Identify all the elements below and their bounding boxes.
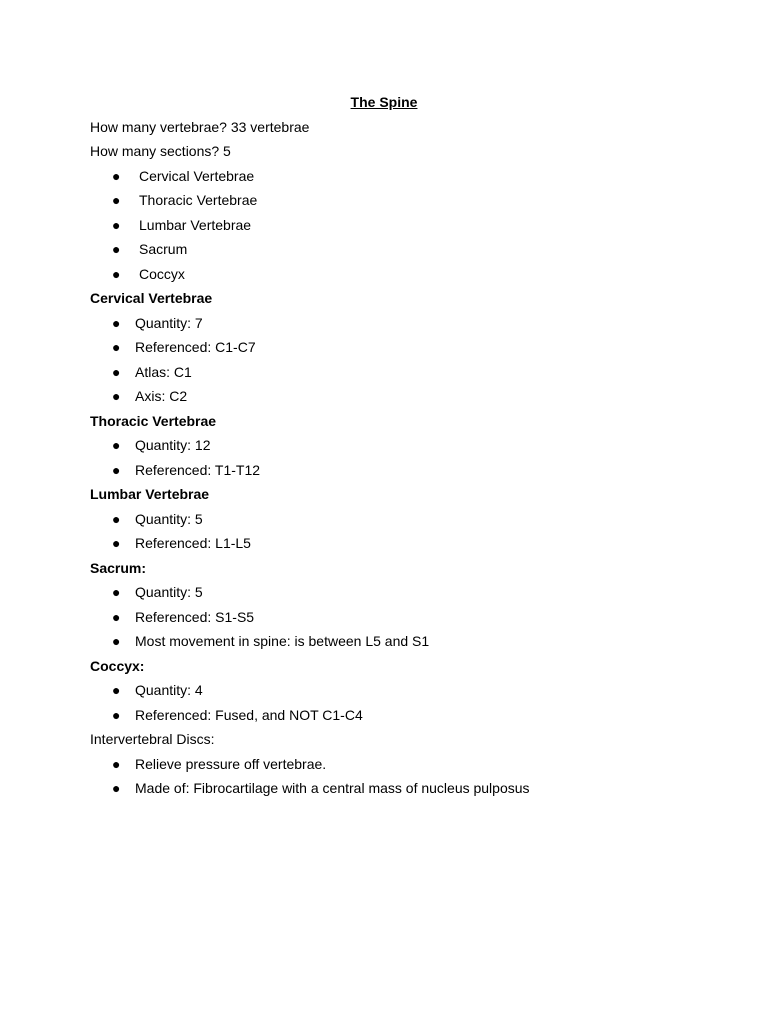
bullet-icon: ● <box>112 437 121 453</box>
section-label: Thoracic Vertebrae <box>139 192 258 208</box>
discs-list <box>90 752 690 801</box>
list-item <box>90 164 690 189</box>
bullet-icon: ● <box>112 363 121 380</box>
list-item <box>90 752 690 777</box>
bullet-icon: ● <box>112 535 121 551</box>
cervical-item: Axis: C2 <box>135 388 188 404</box>
sacrum-heading: Sacrum: <box>90 559 147 576</box>
list-item <box>90 360 690 385</box>
cervical-heading: Cervical Vertebrae <box>90 290 213 306</box>
bullet-icon: ● <box>112 510 121 527</box>
bullet-icon: ● <box>112 388 121 404</box>
bullet-icon: ● <box>112 780 121 796</box>
bullet-icon: ● <box>112 682 121 698</box>
bullet-icon: ● <box>112 216 121 233</box>
discs-item: Made of: Fibrocartilage with a central mass of nucleus pulposus <box>135 780 530 796</box>
cervical-item: Atlas: C1 <box>135 363 192 380</box>
bullet-icon: ● <box>112 192 121 208</box>
list-item <box>90 507 690 532</box>
list-item <box>90 237 690 262</box>
bullet-icon: ● <box>112 167 121 184</box>
coccyx-item: Quantity: 4 <box>135 682 203 698</box>
bullet-icon: ● <box>112 608 121 625</box>
list-item <box>90 458 690 483</box>
sections-question: How many sections? 5 <box>90 143 231 159</box>
section-label: Coccyx <box>139 265 185 282</box>
list-item <box>90 629 690 654</box>
lumbar-item: Quantity: 5 <box>135 510 203 527</box>
discs-heading: Intervertebral Discs: <box>90 731 215 747</box>
list-item <box>90 605 690 630</box>
list-item <box>90 213 690 238</box>
list-item <box>90 678 690 703</box>
bullet-icon: ● <box>112 706 121 723</box>
list-item <box>90 580 690 605</box>
vertebrae-question: How many vertebrae? 33 vertebrae <box>90 118 310 135</box>
cervical-item: Quantity: 7 <box>135 314 203 331</box>
cervical-list <box>90 311 690 409</box>
list-item <box>90 531 690 556</box>
lumbar-list <box>90 507 690 556</box>
sacrum-item: Most movement in spine: is between L5 and S1 <box>135 633 430 649</box>
bullet-icon: ● <box>112 314 121 331</box>
document-content <box>90 90 690 801</box>
thoracic-item: Referenced: T1-T12 <box>135 461 261 478</box>
sections-list <box>90 164 690 287</box>
thoracic-heading: Thoracic Vertebrae <box>90 412 217 429</box>
page-title: The Spine <box>350 94 418 110</box>
sacrum-list <box>90 580 690 654</box>
bullet-icon: ● <box>112 241 121 257</box>
list-item <box>90 311 690 336</box>
lumbar-heading: Lumbar Vertebrae <box>90 486 210 502</box>
section-label: Lumbar Vertebrae <box>139 216 252 233</box>
coccyx-list <box>90 678 690 727</box>
bullet-icon: ● <box>112 265 121 282</box>
lumbar-item: Referenced: L1-L5 <box>135 535 251 551</box>
coccyx-heading: Coccyx: <box>90 657 145 674</box>
sacrum-item: Quantity: 5 <box>135 584 203 600</box>
coccyx-item: Referenced: Fused, and NOT C1-C4 <box>135 706 363 723</box>
list-item <box>90 188 690 213</box>
bullet-icon: ● <box>112 339 121 355</box>
bullet-icon: ● <box>112 461 121 478</box>
sacrum-item: Referenced: S1-S5 <box>135 608 255 625</box>
list-item <box>90 335 690 360</box>
section-label: Cervical Vertebrae <box>139 167 255 184</box>
cervical-item: Referenced: C1-C7 <box>135 339 256 355</box>
bullet-icon: ● <box>112 633 121 649</box>
section-label: Sacrum <box>139 241 188 257</box>
list-item <box>90 776 690 801</box>
discs-item: Relieve pressure off vertebrae. <box>135 755 327 772</box>
thoracic-item: Quantity: 12 <box>135 437 211 453</box>
list-item <box>90 433 690 458</box>
bullet-icon: ● <box>112 755 121 772</box>
list-item <box>90 262 690 287</box>
list-item <box>90 384 690 409</box>
bullet-icon: ● <box>112 584 121 600</box>
list-item <box>90 703 690 728</box>
thoracic-list <box>90 433 690 482</box>
